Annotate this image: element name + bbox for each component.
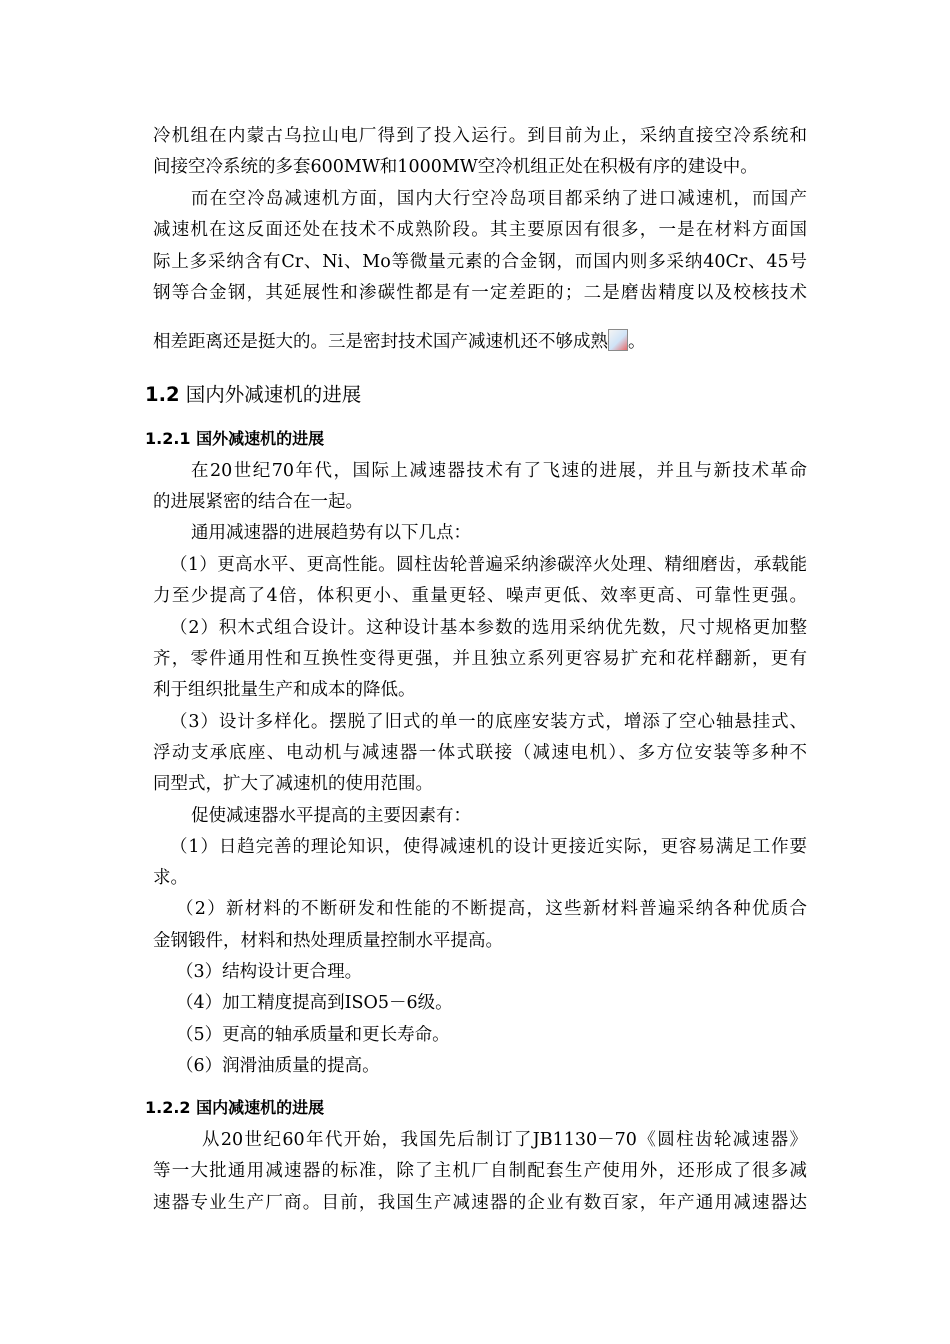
paragraph-line: 际上多采纳含有Cr、Ni、Mo等微量元素的合金钢，而国内则多采纳40Cr、45号 [153,252,807,272]
section-heading-1-2-1: 1.2.1 国外减速机的进展 [145,429,325,448]
paragraph-line: 的进展紧密的结合在一起。 [153,492,363,512]
paragraph-line: 从20世纪60年代开始，我国先后制订了JB1130－70《圆柱齿轮减速器》 [202,1130,807,1150]
paragraph-line: 在20世纪70年代，国际上减速器技术有了飞速的进展，并且与新技术革命 [191,461,807,481]
list-item-line: 力至少提高了4倍，体积更小、重量更轻、噪声更低、效率更高、可靠性更强。 [153,586,807,606]
paragraph-text: 。 [628,332,646,352]
section-title: 国内外减速机的进展 [185,383,362,406]
list-item-line: （6）润滑油质量的提高。 [176,1056,380,1076]
paragraph-line [153,329,646,353]
list-item-line: （1）日趋完善的理论知识，使得减速机的设计更接近实际，更容易满足工作要 [170,837,807,857]
list-item-line: （5）更高的轴承质量和更长寿命。 [176,1025,450,1045]
paragraph-text: 相差距离还是挺大的。三是密封技术国产减速机还不够成熟 [153,332,608,352]
list-item-line: 利于组织批量生产和成本的降低。 [153,680,416,700]
paragraph-line: 而在空冷岛减速机方面，国内大行空冷岛项目都采纳了进口减速机，而国产 [191,189,807,209]
section-heading-1-2-2: 1.2.2 国内减速机的进展 [145,1098,325,1117]
section-number: 1.2 [145,383,180,406]
list-item-line: （1）更高水平、更高性能。圆柱齿轮普遍采纳渗碳淬火处理、精细磨齿，承载能 [170,555,807,575]
section-heading-1-2 [145,383,361,407]
list-item-line: （3）结构设计更合理。 [176,962,363,982]
list-item-line: 齐，零件通用性和互换性变得更强，并且独立系列更容易扩充和花样翻新，更有 [153,649,807,669]
list-item-line: （3）设计多样化。摆脱了旧式的单一的底座安装方式，增添了空心轴悬挂式、 [170,712,807,732]
paragraph-line: 速器专业生产厂商。目前，我国生产减速器的企业有数百家，年产通用减速器达 [153,1193,807,1213]
broken-image-icon [608,329,628,351]
paragraph-line: 通用减速器的进展趋势有以下几点： [191,523,471,543]
list-item-line: 同型式，扩大了减速机的使用范围。 [153,774,433,794]
list-item-line: （4）加工精度提高到ISO5－6级。 [176,993,453,1013]
list-item-line: 浮动支承底座、电动机与减速器一体式联接（减速电机）、多方位安装等多种不 [153,743,807,763]
paragraph-line: 等一大批通用减速器的标准，除了主机厂自制配套生产使用外，还形成了很多减 [153,1161,807,1181]
list-item-line: 求。 [153,868,188,888]
list-item-line: 金钢锻件，材料和热处理质量控制水平提高。 [153,931,503,951]
list-item-line: （2）新材料的不断研发和性能的不断提高，这些新材料普遍采纳各种优质合 [176,899,807,919]
paragraph-line: 减速机在这反面还处在技术不成熟阶段。其主要原因有很多，一是在材料方面国 [153,220,807,240]
list-item-line: （2）积木式组合设计。这种设计基本参数的选用采纳优先数，尺寸规格更加整 [170,618,807,638]
paragraph-line: 间接空冷系统的多套600MW和1000MW空冷机组正处在积极有序的建设中。 [153,157,758,177]
paragraph-line: 冷机组在内蒙古乌拉山电厂得到了投入运行。到目前为止，采纳直接空冷系统和 [153,126,807,146]
paragraph-line: 促使减速器水平提高的主要因素有： [191,806,471,826]
paragraph-line: 钢等合金钢，其延展性和渗碳性都是有一定差距的；二是磨齿精度以及校核技术 [153,283,807,303]
